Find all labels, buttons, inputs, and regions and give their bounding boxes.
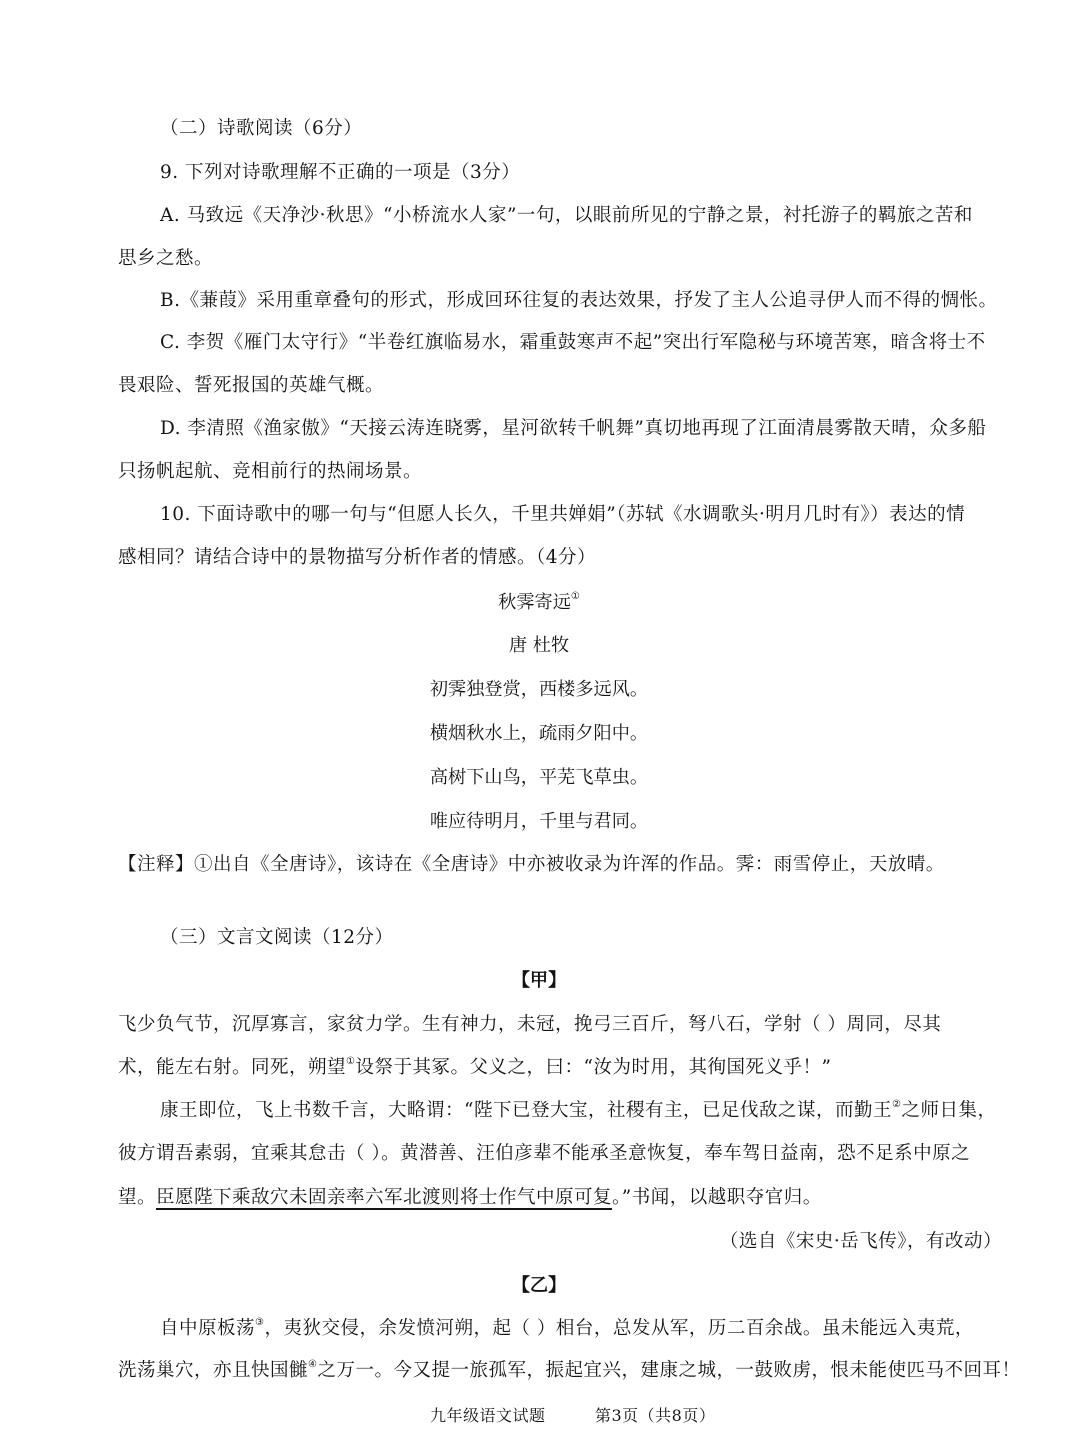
jia-p2-line1 [160,1098,996,1124]
footer-exam-title: 九年级语文试题 [430,1406,546,1425]
q9-option-d-line1: D. 李清照《渔家傲》“天接云涛连晓雾，星河欲转千帆舞”真切地再现了江面清晨雾散天晴，众多船 [160,418,987,439]
q9-option-c-line2: 畏艰险、誓死报国的英雄气概。 [118,375,385,396]
jia-source: （选自《宋史·岳飞传》，有改动） [719,1231,1002,1252]
poem-title [0,590,1078,616]
q10-stem-line2: 感相同？请结合诗中的景物描写分析作者的情感。（4分） [118,547,597,568]
yi-line1-b: ，夷狄交侵，余发愤河朔，起（ ）相台，总发从军，历二百余战。虽未能远入夷荒， [264,1318,974,1339]
jia-p2-line3-a: 望。 [118,1187,157,1208]
poem-author: 唐 杜牧 [508,635,570,656]
underlined-sentence: 臣愿陛下乘敌穴未固亲率六军北渡则将士作气中原可复 [156,1187,613,1208]
jia-p1-line2-a: 术，能左右射。同死，朔望 [118,1057,347,1078]
q9-option-d-line2: 只扬帆起航、竞相前行的热闹场景。 [118,461,423,482]
note-marker: ③ [255,1317,265,1328]
yi-line1 [160,1316,974,1342]
yi-line2-a: 洗荡巢穴，亦且快国雠 [118,1360,309,1381]
section2-heading: （二）诗歌阅读（6分） [160,118,363,139]
poem-title-text: 秋霁寄远 [498,592,571,613]
jia-p2-line3 [118,1185,822,1211]
q9-stem: 9. 下列对诗歌理解不正确的一项是（3分） [160,162,521,183]
jia-p2-line1-a: 康王即位，飞上书数千言，大略谓：“陛下已登大宝，社稷有主，已足伐敌之谋，而勤王 [160,1100,892,1121]
jia-label: 【甲】 [511,970,567,991]
q9-option-a-line1: A. 马致远《天净沙·秋思》“小桥流水人家”一句，以眼前所见的宁静之景，衬托游子的羁旅之苦和 [160,205,973,226]
jia-p2-line2: 彼方谓吾素弱，宜乘其怠击（ ）。黄潜善、汪伯彦辈不能承圣意恢复，奉车驾日益南，恐不足系中原之 [118,1143,971,1164]
jia-p1-line2 [118,1055,831,1081]
note-marker: ② [891,1099,902,1110]
poem-line: 唯应待明月，千里与君同。 [429,811,649,832]
jia-p2-line1-b: 之师日集， [901,1100,997,1121]
note-marker: ① [346,1056,356,1067]
poem-line: 横烟秋水上，疏雨夕阳中。 [429,723,649,744]
jia-p2-line3-b: 。”书闻，以越职夺官归。 [612,1187,822,1208]
poem-annotation: 【注释】①出自《全唐诗》，该诗在《全唐诗》中亦被收录为许浑的作品。霁：雨雪停止，天放晴。 [118,854,945,875]
note-marker: ④ [308,1359,318,1370]
q9-option-b: B.《蒹葭》采用重章叠句的形式，形成回环往复的表达效果，抒发了主人公追寻伊人而不得的惆怅。 [160,290,998,311]
section3-heading: （三）文言文阅读（12分） [160,927,394,948]
poem-title-note: ① [570,591,580,602]
q10-stem-line1: 10. 下面诗歌中的哪一句与“但愿人长久，千里共婵娟”（苏轼《水调歌头·明月几时有》）表达的情 [160,504,966,525]
jia-p1-line1: 飞少负气节，沉厚寡言，家贫力学。生有神力，未冠，挽弓三百斤，弩八石，学射（ ）周同，尽其 [118,1014,942,1035]
yi-line2 [118,1358,1021,1384]
yi-line2-b: 之万一。今又提一旅孤军，振起宜兴，建康之城，一鼓败虏，恨未能使匹马不回耳！ [317,1360,1021,1381]
yi-line1-a: 自中原板荡 [160,1318,256,1339]
q9-option-a-line2: 思乡之愁。 [118,248,214,269]
poem-line: 高树下山鸟，平芜飞草虫。 [429,767,649,788]
q9-option-c-line1: C. 李贺《雁门太守行》“半卷红旗临易水，霜重鼓寒声不起”突出行军隐秘与环境苦寒，暗含将士不 [160,332,986,353]
jia-p1-line2-b: 设祭于其冢。父义之，曰：“汝为时用，其徇国死义乎！” [355,1057,832,1078]
footer-page-number: 第3页（共8页） [595,1406,716,1425]
yi-label: 【乙】 [511,1275,567,1296]
poem-line: 初霁独登赏，西楼多远风。 [429,679,649,700]
